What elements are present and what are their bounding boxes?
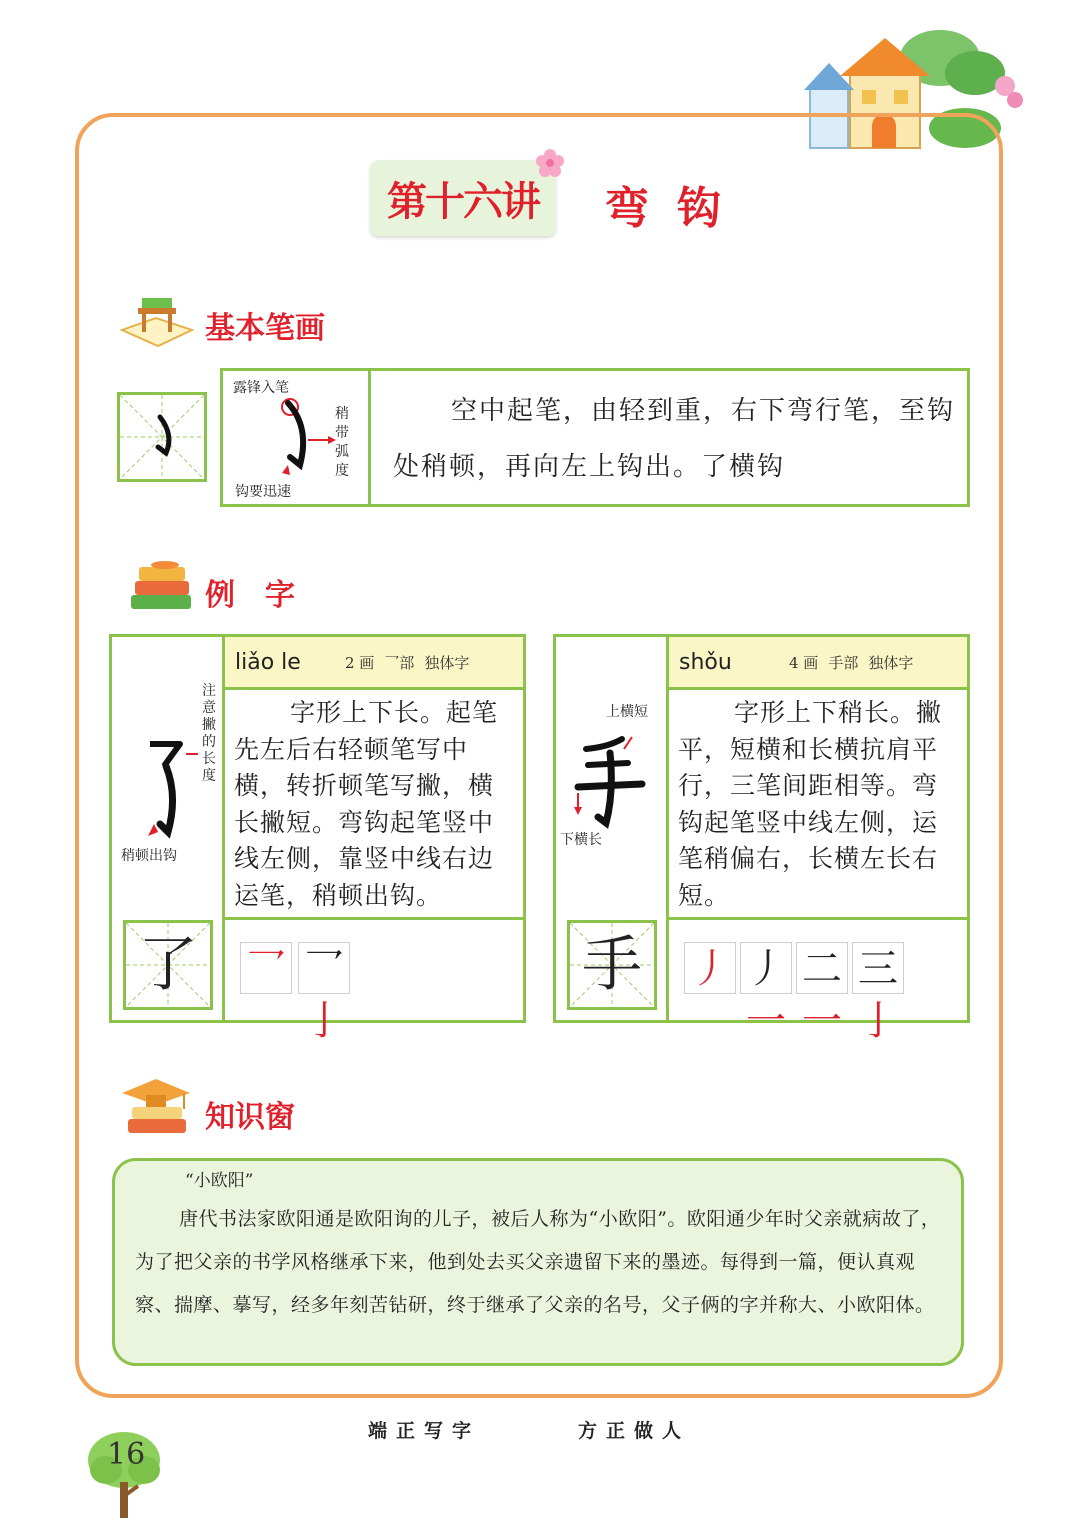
section-title-examples: 例 字 bbox=[205, 578, 295, 613]
footer-motto-left: 端正写字 bbox=[368, 1420, 481, 1442]
example-panel-shou bbox=[553, 634, 970, 1044]
desk-icon bbox=[118, 290, 196, 350]
knowledge-title: “小欧阳” bbox=[185, 1171, 254, 1191]
knowledge-body: 唐代书法家欧阳通是欧阳询的儿子，被后人称为“小欧阳”。欧阳通少年时父亲就病故了，为了把父亲的书学风格继承下来，他到处去买父亲遗留下来的墨迹。每得到一篇，便认真观察、揣摩、摹写，经多年刻苦钻研，终于继承了父亲的名号，父子俩的字并称大、小欧阳体。 bbox=[135, 1208, 941, 1316]
example-header bbox=[669, 637, 967, 690]
stroke-diagram bbox=[223, 371, 371, 504]
pinyin: liǎo le bbox=[235, 649, 301, 675]
example-glyph: 了 bbox=[138, 930, 198, 1000]
radical: 乛部 bbox=[384, 653, 415, 672]
example-description: 字形上下长。起笔先左后右轻顿笔写中横，转折顿笔写撇，横长撇短。弯钩起笔竖中线左侧，靠竖中线右边运笔，稍顿出钩。 bbox=[234, 698, 499, 910]
note-bottom: 稍顿出钩 bbox=[121, 848, 177, 864]
example-left-column bbox=[556, 637, 669, 1020]
divider bbox=[225, 917, 523, 920]
example-left-column bbox=[112, 637, 225, 1020]
pinyin: shǒu bbox=[679, 649, 732, 675]
flower-icon bbox=[535, 148, 565, 178]
stroke-order-step: 二一 bbox=[796, 942, 848, 994]
example-grid-liao bbox=[123, 920, 213, 1010]
label-hook: 钩要迅速 bbox=[235, 484, 291, 500]
section-title-basic-stroke: 基本笔画 bbox=[205, 311, 325, 346]
stroke-grid bbox=[117, 392, 207, 482]
footer-motto-right: 方正做人 bbox=[578, 1420, 691, 1442]
stroke-order-step: 丿 bbox=[684, 942, 736, 994]
shou-glyph-diagram bbox=[568, 729, 652, 829]
stroke-order-step: 三亅 bbox=[852, 942, 904, 994]
stroke-count: 2 画 bbox=[345, 653, 375, 672]
label-entry: 露锋入笔 bbox=[233, 380, 289, 396]
stroke-grid-lines bbox=[120, 395, 204, 479]
divider bbox=[669, 917, 967, 920]
lesson-badge: 第十六讲 bbox=[370, 160, 556, 236]
radical: 手部 bbox=[828, 653, 859, 672]
graduation-cap-icon bbox=[118, 1075, 194, 1145]
hook-stroke-diagram bbox=[268, 395, 338, 485]
example-grid-shou bbox=[567, 920, 657, 1010]
note-bottom: 下横长 bbox=[560, 832, 602, 848]
stroke-box bbox=[220, 368, 970, 507]
stroke-order-step: 乛 bbox=[240, 942, 292, 994]
example-panel-liao bbox=[109, 634, 526, 1044]
example-header bbox=[225, 637, 523, 690]
example-glyph: 手 bbox=[582, 930, 642, 1000]
books-icon bbox=[125, 557, 197, 615]
note-top: 上横短 bbox=[606, 704, 648, 720]
section-title-knowledge: 知识窗 bbox=[205, 1100, 295, 1135]
stroke-description: 空中起笔，由轻到重，右下弯行笔，至钩处稍顿，再向左上钩出。了横钩 bbox=[393, 396, 956, 482]
stroke-order-step: 丿一 bbox=[740, 942, 792, 994]
label-arc: 稍带弧度 bbox=[335, 406, 349, 479]
note-side: 注意撇的长度 bbox=[202, 683, 216, 784]
page-number: 16 bbox=[107, 1437, 146, 1472]
example-description: 字形上下稍长。撇平，短横和长横抗肩平行，三笔间距相等。弯钩起笔竖中线左侧，运笔稍偏右，长横左长右短。 bbox=[678, 698, 943, 910]
lesson-title: 弯钩 bbox=[605, 183, 749, 234]
stroke-count: 4 画 bbox=[789, 653, 819, 672]
structure: 独体字 bbox=[424, 653, 470, 672]
structure: 独体字 bbox=[868, 653, 914, 672]
liao-glyph-diagram bbox=[142, 732, 202, 842]
stroke-order-step: 乛亅 bbox=[298, 942, 350, 994]
